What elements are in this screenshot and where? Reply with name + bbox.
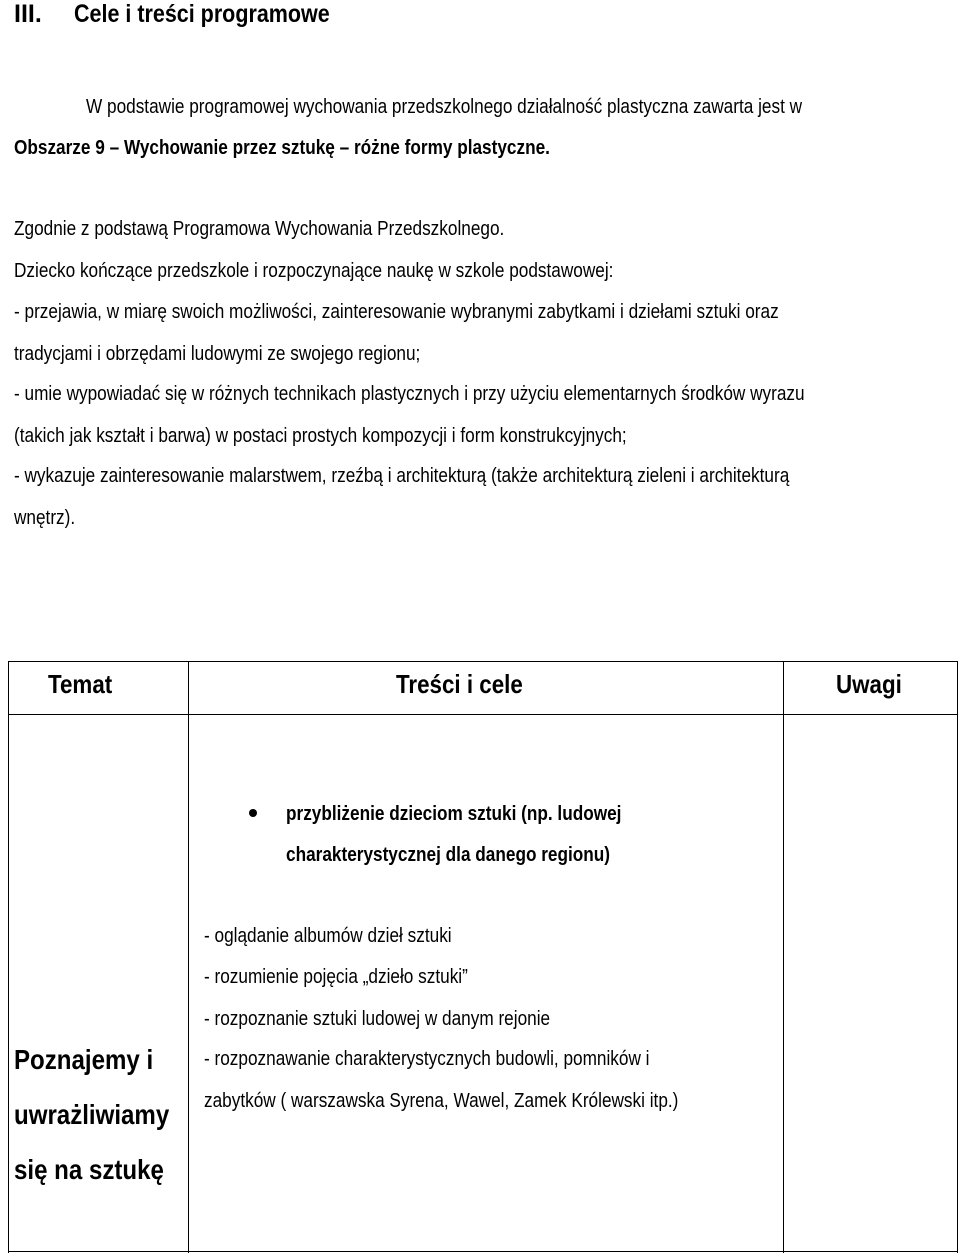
header-temat: Temat [48, 669, 113, 699]
topic-line-1: Poznajemy i [14, 1044, 154, 1075]
content-item-4-cont: zabytków ( warszawska Syrena, Wawel, Zamek Królewski itp.) [204, 1090, 679, 1112]
basis-line-1: Zgodnie z podstawą Programowa Wychowania Przedszkolnego. [14, 218, 505, 240]
table-border-top [8, 661, 958, 662]
goal-2-line-2: (takich jak kształt i barwa) w postaci prostych kompozycji i form konstrukcyjnych; [14, 425, 627, 447]
intro-line-2: Obszarze 9 – Wychowanie przez sztukę – różne formy plastyczne. [14, 137, 550, 159]
content-item-1: - oglądanie albumów dzieł sztuki [204, 925, 452, 947]
goal-3-line-2: wnętrz). [14, 507, 76, 529]
goal-1-line-2: tradycjami i obrzędami ludowymi ze swojego regionu; [14, 343, 421, 365]
header-tresci-i-cele: Treści i cele [396, 669, 523, 699]
table-border-bottom [8, 1251, 958, 1252]
header-uwagi: Uwagi [836, 669, 902, 699]
section-heading [14, 0, 371, 29]
basis-line-2: Dziecko kończące przedszkole i rozpoczynające naukę w szkole podstawowej: [14, 260, 614, 282]
bullet-text-line-2: charakterystycznej dla danego regionu) [286, 844, 611, 866]
section-number: III. [14, 0, 42, 28]
content-item-4: - rozpoznawanie charakterystycznych budowli, pomników i [204, 1048, 650, 1070]
table-border-left [8, 661, 9, 1253]
bullet-icon [249, 809, 257, 817]
content-item-2: - rozumienie pojęcia „dzieło sztuki” [204, 966, 468, 988]
goal-1-line-1: - przejawia, w miarę swoich możliwości, zainteresowanie wybranymi zabytkami i dziełami sztuki oraz [14, 301, 779, 323]
table-column-divider-1 [188, 661, 189, 1253]
topic-line-3: się na sztukę [14, 1154, 164, 1185]
table-header-divider [8, 714, 958, 715]
content-item-3: - rozpoznanie sztuki ludowej w danym rejonie [204, 1008, 551, 1030]
section-title: Cele i treści programowe [74, 0, 330, 28]
bullet-text-line-1: przybliżenie dzieciom sztuki (np. ludowej [286, 803, 622, 825]
intro-line-1: W podstawie programowej wychowania przedszkolnego działalność plastyczna zawarta jest w [86, 96, 803, 118]
topic-line-2: uwrażliwiamy [14, 1099, 170, 1130]
table-border-right [957, 661, 958, 1253]
table-column-divider-2 [783, 661, 784, 1253]
goal-2-line-1: - umie wypowiadać się w różnych technikach plastycznych i przy użyciu elementarnych środków wyrazu [14, 383, 805, 405]
goal-3-line-1: - wykazuje zainteresowanie malarstwem, rzeźbą i architekturą (także architekturą zieleni i architekturą [14, 465, 790, 487]
program-table [8, 661, 958, 1253]
